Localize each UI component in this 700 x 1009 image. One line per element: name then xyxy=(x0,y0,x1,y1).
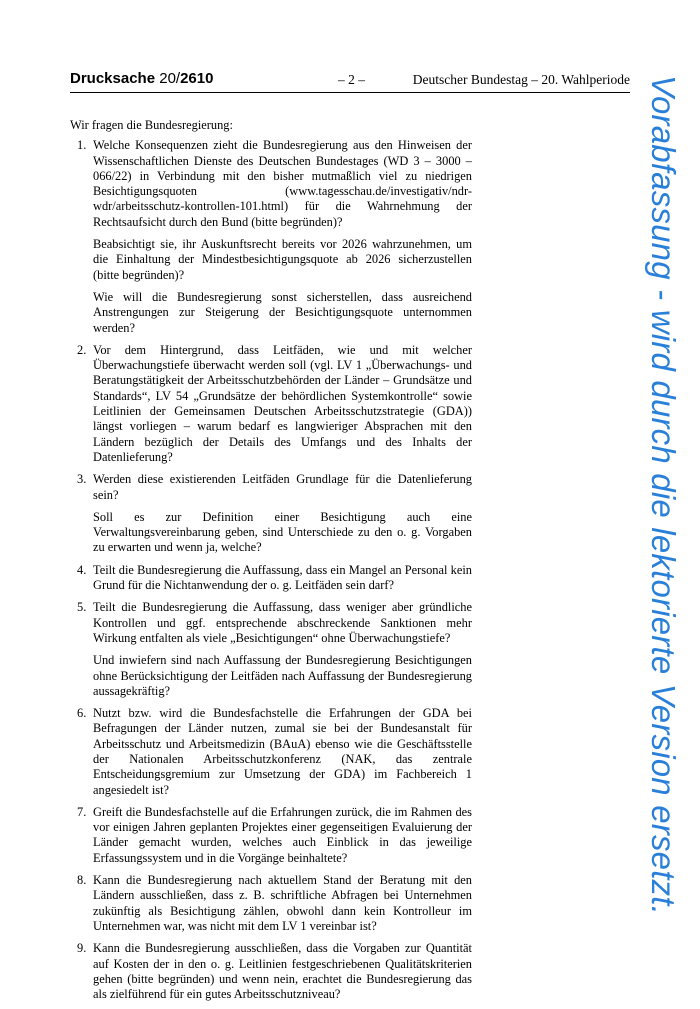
question-item xyxy=(70,706,472,798)
question-text: Beabsichtigt sie, ihr Auskunftsrecht bereits vor 2026 wahrzunehmen, um die Einhaltung der Mindestbesichtigungsquote ab 2026 sicherzustellen (bitte begründen)? xyxy=(93,237,472,282)
question-item xyxy=(70,941,472,1002)
question-text: Teilt die Bundesregierung die Auffassung, dass ein Mangel an Personal kein Grund für die Nichtanwendung der o. g. Leitfäden sein darf? xyxy=(93,562,472,593)
question-text: Soll es zur Definition einer Besichtigung auch eine Verwaltungsvereinbarung geben, sind Unterschiede zu den o. g. Vorgaben zu erwarten und wenn ja, welche? xyxy=(93,509,472,555)
intro-text: Wir fragen die Bundesregierung: xyxy=(70,118,233,132)
question-number: 2. xyxy=(77,342,87,357)
question-item xyxy=(70,138,472,336)
page-header xyxy=(70,68,630,93)
document-number: Drucksache 20/2610 xyxy=(70,70,214,87)
question-number: 3. xyxy=(77,472,87,487)
question-item xyxy=(70,805,472,866)
question-text: Nutzt bzw. wird die Bundesfachstelle die Erfahrungen der GDA bei Befragungen der Länder nutzen, zumal sie bei der Bundesanstalt für Arbeitsschutz und Arbeitsmedizin (BAuA) ebenso wie die Geschäftsstelle der Nationalen Arbeitsschutzkonferenz (NAK, das zentrale Entscheidungsgremium zur Umsetzung der GDA) im Fachbereich 1 angesiedelt ist? xyxy=(93,706,472,797)
draft-watermark: Vorabfassung - wird durch die lektorierte Version ersetzt. xyxy=(645,74,682,916)
question-number: 5. xyxy=(77,600,87,615)
question-item xyxy=(70,343,472,465)
question-text: Wie will die Bundesregierung sonst sicherstellen, dass ausreichend Anstrengungen zur Steigerung der Besichtigungsquote unternommen werden? xyxy=(93,289,472,335)
question-text: Kann die Bundesregierung ausschließen, dass die Vorgaben zur Quantität auf Kosten der in den o. g. Leitlinien festgeschriebenen Qualitätskriterien gehen (bitte begründen) und wenn nein, erachtet die Bundesregierung das als zielführend für ein gutes Arbeitsschutzniveau? xyxy=(93,941,472,1002)
question-item xyxy=(70,472,472,555)
question-item xyxy=(70,563,472,594)
question-text: Welche Konsequenzen zieht die Bundesregierung aus den Hinweisen der Wissenschaftlichen Dienste des Deutschen Bundestages (WD 3 – 3000 – 066/22) in Verbindung mit den bisher mutmaßlich viel zu niedrigen Besichtigungsquoten (www.tagesschau.de/investigativ/ndr-wdr/arbeitsschutz-kontrollen-101.html) für die Wahrnehmung der Rechtsaufsicht durch den Bund (bitte begründen)? xyxy=(93,138,472,229)
question-text: Teilt die Bundesregierung die Auffassung, dass weniger aber gründliche Kontrollen und ggf. entsprechende abschreckende Sanktionen mehr Wirkung entfalten als viele „Besichtigungen“ ohne Überwachungstiefe? xyxy=(93,600,472,645)
publisher: Deutscher Bundestag – 20. Wahlperiode xyxy=(412,72,630,87)
question-text: Greift die Bundesfachstelle auf die Erfahrungen zurück, die im Rahmen des vor einigen Jahren geplanten Projektes einer gegenseitigen Evaluierung der Länder gemacht wurden, welches auch Einblick in das jeweilige Erfassungssystem und in die Vorgänge beinhaltete? xyxy=(93,804,472,865)
question-number: 6. xyxy=(77,706,87,721)
question-text: Vor dem Hintergrund, dass Leitfäden, wie und mit welcher Überwachungstiefe überwacht werden soll (vgl. LV 1 „Überwachungs- und Beratungstätigkeit der Arbeitsschutzbehörden der Länder – Grundsätze und Standards“, LV 54 „Grundsätze der behördlichen Systemkontrolle“ sowie Leitlinien der Gemeinsamen Deutschen Arbeitsschutzstrategie (GDA)) längst vorliegen – warum bedarf es langwieriger Absprachen mit den Ländern bezüglich der Details des Umfangs und des Inhalts der Datenlieferung? xyxy=(93,342,472,464)
question-text: Werden diese existierenden Leitfäden Grundlage für die Datenlieferung sein? xyxy=(93,472,472,502)
document-body xyxy=(70,118,472,1009)
question-number: 4. xyxy=(77,562,87,577)
question-number: 9. xyxy=(77,941,87,956)
question-item xyxy=(70,873,472,934)
question-item xyxy=(70,600,472,699)
question-text: Und inwiefern sind nach Auffassung der Bundesregierung Besichtigungen ohne Berücksichtigung der Leitfäden nach Auffassung der Bundesregierung aussagekräftig? xyxy=(93,653,472,698)
question-text: Kann die Bundesregierung nach aktuellem Stand der Beratung mit den Ländern ausschließen, dass z. B. schriftliche Abfragen bei Unternehmen zukünftig als Besichtigung zählen, obwohl dann kein Kontrolleur im Unternehmen war, was nicht mit dem LV 1 vereinbar ist? xyxy=(93,873,472,933)
page-number: – 2 – xyxy=(338,72,365,87)
question-number: 7. xyxy=(77,804,87,819)
question-number: 8. xyxy=(77,873,87,888)
question-number: 1. xyxy=(77,138,87,153)
